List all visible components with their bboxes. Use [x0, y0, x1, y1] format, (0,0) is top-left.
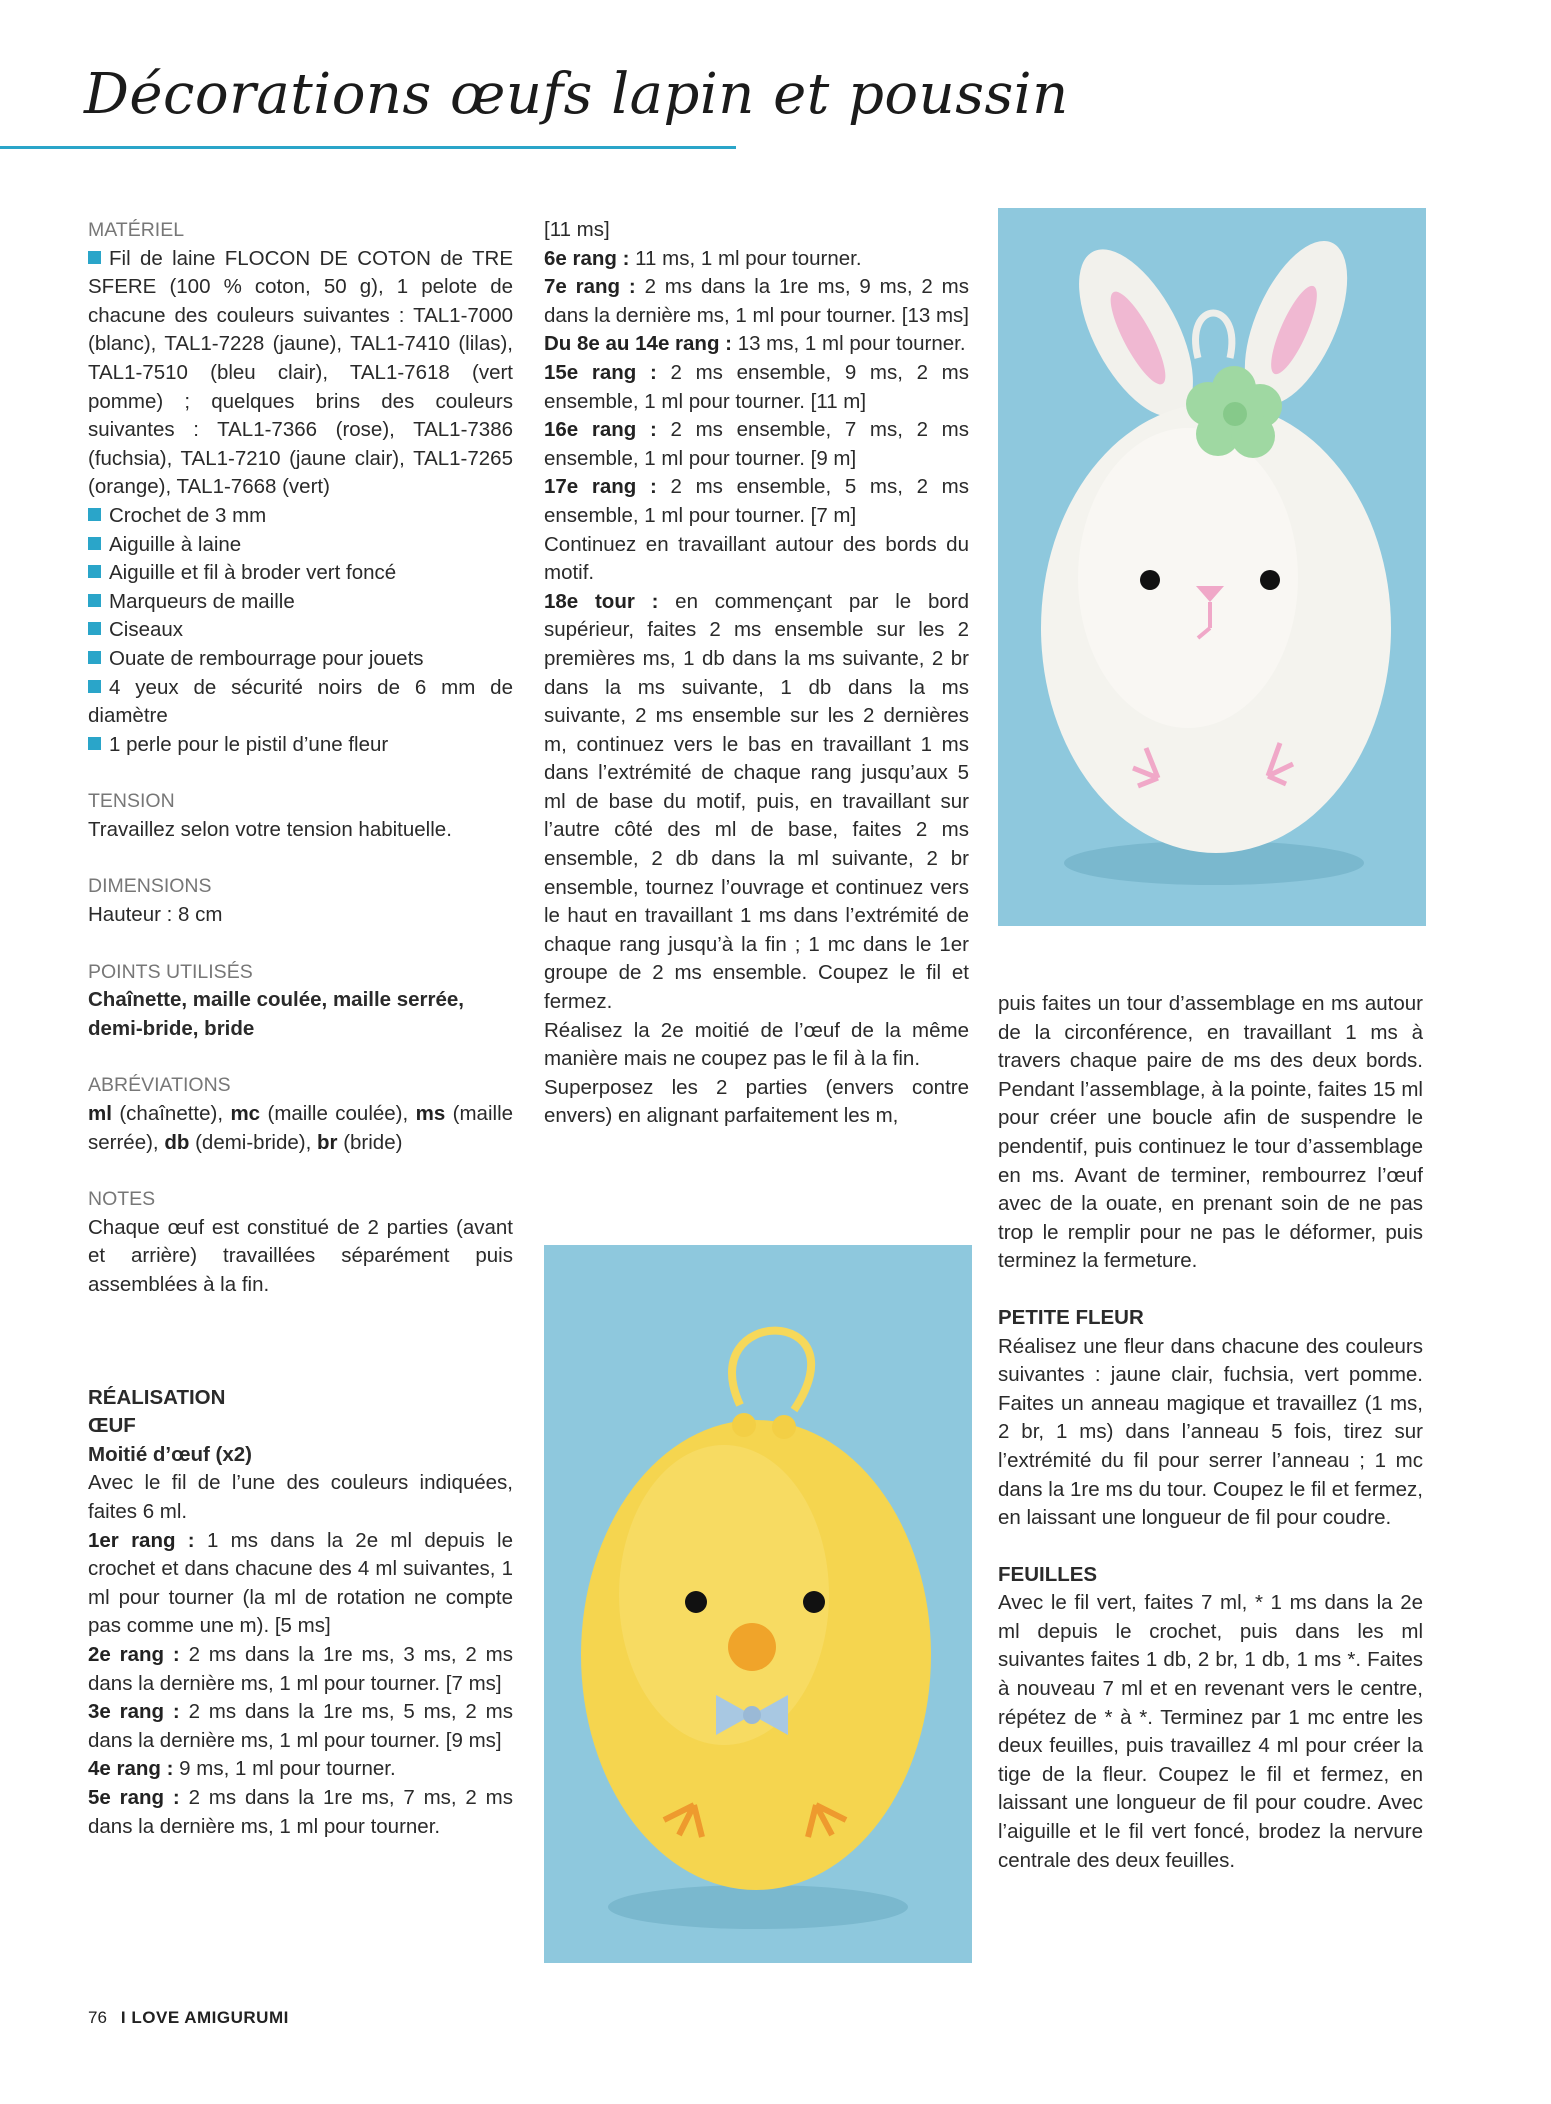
chick-egg-photo [544, 1245, 972, 1963]
dimensions-label: DIMENSIONS [88, 875, 212, 898]
row-instruction: 5e rang : 2 ms dans la 1re ms, 7 ms, 2 ms dans la dernière ms, 1 ml pour tourner. [88, 1785, 513, 1838]
row-instruction: 15e rang : 2 ms ensemble, 9 ms, 2 ms ensemble, 1 ml pour tourner. [11 m] [544, 360, 969, 413]
points-label: POINTS UTILISÉS [88, 960, 253, 983]
list-item: Fil de laine FLOCON DE COTON de TRE SFERE (100 % coton, 50 g), 1 pelote de chacune des couleurs suivantes : TAL1-7000 (blanc), TAL1-7228 (jaune), TAL1-7410 (lilas), TAL1-7510 (bleu clair), TAL1-7618 (vert pomme) ; quelques brins des couleurs suivantes : TAL1-7366 (rose), TAL1-7386 (fuchsia), TAL1-7210 (jaune clair), TAL1-7265 (orange), TAL1-7668 (vert) [88, 246, 513, 499]
notes-text: Chaque œuf est constitué de 2 parties (avant et arrière) travaillées séparément puis assemblées à la fin. [88, 1215, 513, 1296]
feuilles-heading: FEUILLES [998, 1562, 1098, 1586]
row-instruction: 6e rang : 11 ms, 1 ml pour tourner. [544, 246, 862, 270]
row-instruction: Du 8e au 14e rang : 13 ms, 1 ml pour tourner. [544, 332, 966, 356]
list-item: Aiguille à laine [88, 531, 513, 560]
bullet-square-icon [88, 594, 101, 607]
oeuf-heading: ŒUF [88, 1414, 136, 1438]
bullet-square-icon [88, 737, 101, 750]
intro-text: Avec le fil de l’une des couleurs indiquées, faites 6 ml. [88, 1471, 513, 1523]
materiel-label: MATÉRIEL [88, 219, 185, 241]
tension-text: Travaillez selon votre tension habituelle. [88, 817, 452, 841]
row-instruction: 3e rang : 2 ms dans la 1re ms, 5 ms, 2 ms dans la dernière ms, 1 ml pour tourner. [9 ms] [88, 1700, 513, 1752]
row-instruction: 4e rang : 9 ms, 1 ml pour tourner. [88, 1757, 396, 1781]
bullet-square-icon [88, 622, 101, 635]
dimensions-text: Hauteur : 8 cm [88, 903, 223, 927]
bullet-square-icon [88, 651, 101, 664]
magazine-brand: I LOVE AMIGURUMI [120, 2008, 289, 2027]
notes-label: NOTES [88, 1188, 156, 1211]
petite-fleur-text: Réalisez une fleur dans chacune des couleurs suivantes : jaune clair, fuchsia, vert pomme. Faites un anneau magique et travaillez (1 ms, 2 br, 1 ms) dans l’anneau 5 fois, tirez sur l’extrémité du fil pour serrer l’anneau ; 1 mc dans la 1re ms du tour. Coupez le fil et fermez, en laissant une longueur de fil pour coudre. [998, 1334, 1423, 1530]
petite-fleur-heading: PETITE FLEUR [998, 1305, 1144, 1329]
page-footer [88, 2008, 289, 2028]
bunny-egg-illustration [998, 208, 1426, 926]
row-instruction: 1er rang : 1 ms dans la 2e ml depuis le crochet et dans chacune des 4 ml suivantes, 1 ml pour tourner (la ml de rotation ne compte pas comme une m). [5 ms] [88, 1528, 514, 1638]
materiel-list [88, 245, 513, 760]
title-underline [0, 146, 736, 149]
list-item: Ciseaux [88, 616, 513, 645]
bullet-square-icon [88, 565, 101, 578]
page-title: Décorations œufs lapin et poussin [84, 62, 1069, 127]
abbreviations-text: ml (chaînette), mc (maille coulée), ms (maille serrée), db (demi-bride), br (bride) [88, 1102, 514, 1154]
list-item: Marqueurs de maille [88, 588, 513, 617]
chick-egg-illustration [544, 1245, 972, 1963]
assembly-text: Superposez les 2 parties (envers contre envers) en alignant parfaitement les m, [544, 1075, 969, 1128]
round-instruction: 18e tour : en commençant par le bord supérieur, faites 2 ms ensemble sur les 2 premières ms, 1 db dans la ms suivante, 2 br dans la ms suivante, 1 db dans la ms suivante, 2 ms ensemble sur les 2 dernières m, continuez vers le bas en travaillant 1 ms dans l’extrémité de chaque rang jusqu’aux 5 ml de base du motif, puis, en travaillant sur l’autre côté des ml de base, faites 2 ms ensemble, 2 db dans la ml suivante, 2 br ensemble, tournez l’ouvrage et continuez vers le haut en travaillant 1 ms dans l’extrémité de chaque rang jusqu’à la fin ; 1 mc dans le 1er groupe de 2 ms ensemble. Coupez le fil et fermez. [544, 589, 969, 1014]
list-item: 1 perle pour le pistil d’une fleur [88, 731, 513, 760]
points-text: Chaînette, maille coulée, maille serrée, demi-bride, bride [88, 988, 465, 1040]
row-instruction: 17e rang : 2 ms ensemble, 5 ms, 2 ms ensemble, 1 ml pour tourner. [7 m] [544, 475, 969, 527]
moitie-heading: Moitié d’œuf (x2) [88, 1442, 252, 1466]
feuilles-text: Avec le fil vert, faites 7 ml, * 1 ms dans la 2e ml depuis le crochet, puis dans les ml suivantes faites 1 db, 2 br, 1 db, 1 ms *. Faites à nouveau 7 ml et en revenant vers le centre, répétez de * à *. Terminez par 1 mc entre les deux feuilles, puis travaillez 4 ml pour créer la tige de la fleur. Coupez le fil et fermez, en laissant une longueur de fil pour coudre. Avec l’aiguille et le fil vert foncé, brodez la nervure centrale des deux feuilles. [998, 1591, 1423, 1872]
list-item: Crochet de 3 mm [88, 502, 513, 531]
tension-label: TENSION [88, 790, 175, 813]
bullet-square-icon [88, 508, 101, 521]
bunny-egg-photo [998, 208, 1426, 926]
realisation-heading: RÉALISATION [88, 1385, 226, 1409]
column-3 [998, 990, 1423, 1875]
bullet-square-icon [88, 680, 101, 693]
row-instruction: 2e rang : 2 ms dans la 1re ms, 3 ms, 2 ms dans la dernière ms, 1 ml pour tourner. [7 ms] [88, 1642, 513, 1695]
list-item: 4 yeux de sécurité noirs de 6 mm de diamètre [88, 675, 513, 728]
page-number: 76 [88, 2008, 107, 2027]
column-2 [544, 216, 969, 1131]
bullet-square-icon [88, 251, 101, 264]
list-item: Aiguille et fil à broder vert foncé [88, 559, 513, 588]
row-continuation: [11 ms] [544, 218, 610, 241]
column-1 [88, 216, 513, 1841]
assembly-continued-text: puis faites un tour d’assemblage en ms autour de la circonférence, en travaillant 1 ms à travers chaque paire de ms des deux bords. Pendant l’assemblage, à la pointe, faites 15 ml pour créer une boucle afin de suspendre le pendentif, puis continuez le tour d’assemblage en ms. Avant de terminer, rembourrez l’œuf avec de la ouate, en prenant soin de ne pas trop le remplir pour ne pas le déformer, puis terminez la fermeture. [998, 992, 1423, 1273]
row-instruction: 7e rang : 2 ms dans la 1re ms, 9 ms, 2 ms dans la dernière ms, 1 ml pour tourner. [13 ms] [544, 275, 970, 327]
bullet-square-icon [88, 537, 101, 550]
abbreviations-label: ABRÉVIATIONS [88, 1074, 231, 1097]
second-half-text: Réalisez la 2e moitié de l’œuf de la même manière mais ne coupez pas le fil à la fin. [544, 1018, 969, 1071]
row-instruction: 16e rang : 2 ms ensemble, 7 ms, 2 ms ensemble, 1 ml pour tourner. [9 m] [544, 418, 969, 470]
list-item: Ouate de rembourrage pour jouets [88, 645, 513, 674]
continue-text: Continuez en travaillant autour des bords du motif. [544, 532, 969, 585]
